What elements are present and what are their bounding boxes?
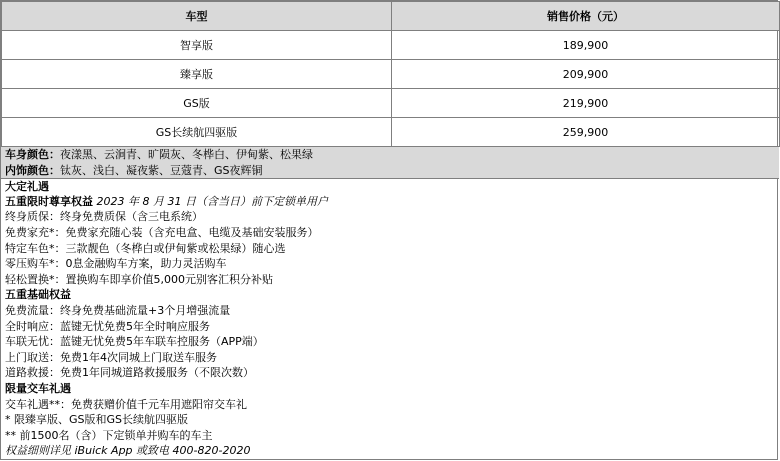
premium-benefit-item: 轻松置换*：置换购车即享价值5,000元别客汇积分补贴: [5, 272, 273, 286]
basic-benefit-item: 全时响应：蓝键无忧免费5年全时响应服务: [5, 319, 210, 333]
table-header-row: [2, 2, 780, 31]
header-price: 销售价格（元）: [392, 2, 780, 31]
basic-benefits-title: 五重基础权益: [5, 288, 71, 302]
model-cell: GS版: [2, 89, 392, 118]
premium-benefit-item: 特定车色*：三款靓色（冬桦白或伊甸紫或松果绿）随心选: [5, 241, 286, 255]
basic-benefit-item: 上门取送：免费1年4次同城上门取送车服务: [5, 350, 217, 364]
basic-benefit-item: 道路救援：免费1年同城道路救援服务（不限次数）: [5, 366, 254, 380]
delivery-footnote: * 限臻享版、GS版和GS长续航四驱版: [5, 413, 189, 427]
delivery-footnote: ** 前1500名（含）下定锁单并购车的车主: [5, 428, 213, 442]
details-block: [1, 147, 779, 459]
table-row: [2, 60, 780, 89]
basic-benefit-item: 免费流量：终身免费基础流量+3个月增强流量: [5, 303, 231, 317]
header-model: 车型: [2, 2, 392, 31]
premium-benefits-heading: [1, 194, 779, 210]
premium-benefits-title: 五重限时尊享权益: [5, 194, 93, 208]
interior-colors-line: [1, 163, 779, 179]
price-cell: 259,900: [392, 118, 780, 147]
model-cell: 智享版: [2, 31, 392, 60]
premium-benefits-note: 2023 年 8 月 31 日（含当日）前下定锁单用户: [93, 194, 328, 208]
price-cell: 209,900: [392, 60, 780, 89]
table-row: [2, 118, 780, 147]
price-cell: 189,900: [392, 31, 780, 60]
exterior-colors-value: 夜漾黑、云涧青、旷陨灰、冬桦白、伊甸紫、松果绿: [60, 148, 313, 161]
model-cell: GS长续航四驱版: [2, 118, 392, 147]
premium-benefit-item: 免费家充*：免费家充随心装（含充电盒、电缆及基础安装服务）: [5, 225, 319, 239]
basic-benefit-item: 车联无忧：蓝键无忧免费5年车联车控服务（APP端）: [5, 335, 264, 349]
benefits-footer-note: 权益细则详见 iBuick App 或致电 400-820-2020: [5, 444, 251, 458]
price-cell: 219,900: [392, 89, 780, 118]
table-row: [2, 89, 780, 118]
premium-benefit-item: 零压购车*：0息金融购车方案，助力灵活购车: [5, 257, 227, 271]
exterior-colors-line: [1, 147, 779, 163]
price-table: [1, 1, 780, 147]
exterior-colors-label: 车身颜色：: [5, 148, 60, 161]
table-row: [2, 31, 780, 60]
delivery-benefits-title: 限量交车礼遇: [5, 381, 71, 395]
premium-benefit-item: 终身质保：终身免费质保（含三电系统）: [5, 210, 203, 224]
interior-colors-label: 内饰颜色：: [5, 163, 60, 177]
benefits-section-title: 大定礼遇: [1, 178, 779, 194]
model-cell: 臻享版: [2, 60, 392, 89]
interior-colors-value: 钛灰、浅白、凝夜紫、豆蔻青、GS夜辉铜: [60, 163, 263, 177]
delivery-benefit-item: 交车礼遇**：免费获赠价值千元车用遮阳帘交车礼: [5, 397, 247, 411]
